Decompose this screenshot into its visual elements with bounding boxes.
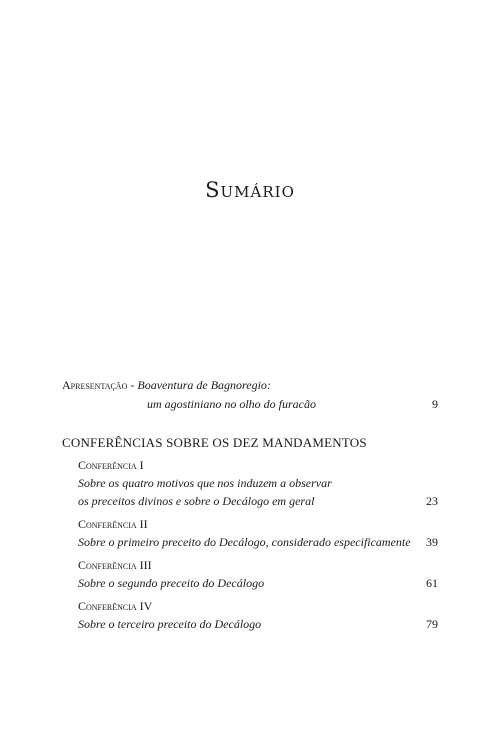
section-heading: CONFERÊNCIAS SOBRE OS DEZ MANDAMENTOS [62,435,367,450]
toc-entry-conference-4[interactable] [78,597,438,633]
toc-entry-conference-1[interactable] [78,456,438,510]
conference-page-number: 61 [426,576,438,590]
toc-entry-intro[interactable] [62,376,438,414]
conference-description-line: os preceitos divinos e sobre o Decálogo em geral [78,494,315,508]
toc-entry-conference-3[interactable] [78,556,438,592]
page-title: Sumário [205,178,295,202]
toc-entry-intro-line1 [62,376,438,395]
conference-label: Conferência II [78,517,148,531]
table-of-contents [62,376,438,633]
conference-page-number: 23 [426,494,438,508]
conference-list [62,456,438,633]
conference-description-line: Sobre os quatro motivos que nos induzem a observar [78,476,332,490]
toc-entry-intro-page: 9 [432,397,438,411]
toc-entry-intro-label: Apresentação [62,378,128,392]
toc-entry-intro-title: Boaventura de Bagnoregio: [137,378,271,392]
toc-entry-intro-subtitle: um agostiniano no olho do furacão [147,397,317,411]
toc-entry-conference-2[interactable] [78,515,438,551]
conference-description-line: Sobre o terceiro preceito do Decálogo [78,617,262,631]
toc-entry-intro-separator: - [127,378,138,392]
conference-label: Conferência III [78,558,152,572]
conference-page-number: 39 [426,535,438,549]
conference-label: Conferência IV [78,599,153,613]
conference-page-number: 79 [426,617,438,631]
conference-description-line: Sobre o primeiro preceito do Decálogo, considerado especificamente [78,535,411,549]
conference-description-line: Sobre o segundo preceito do Decálogo [78,576,265,590]
conference-label: Conferência I [78,458,144,472]
